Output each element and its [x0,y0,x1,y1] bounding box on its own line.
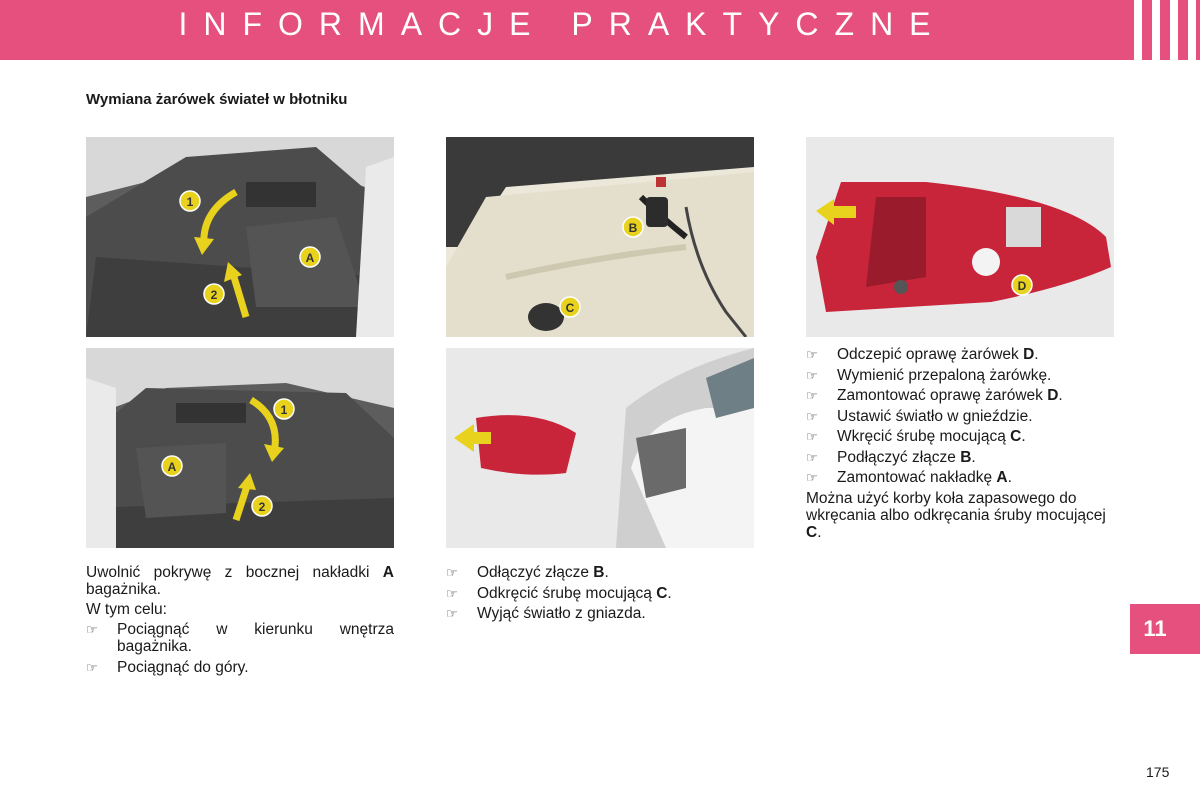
bullet-text: . [1021,428,1026,445]
marker-label-text: 1 [280,403,288,417]
ref-letter: B [593,564,605,581]
page-header [0,0,1200,60]
header-stripe [1170,0,1178,60]
figure-car-rear [446,348,754,548]
ref-letter: A [382,564,394,581]
bullet-text: Wkręcić śrubę mocującą [837,428,1011,445]
bullet-item [446,564,754,581]
bullet-text: . [971,448,976,466]
bullet-text: . [604,564,609,581]
bullet-text: . [1058,387,1063,404]
intro-text: bagażnika. [86,581,161,598]
marker-label [274,399,294,419]
bullet-text: Ustawić światło w gnieździe. [837,407,1033,425]
bullet-item [446,585,754,602]
ref-letter: A [996,469,1008,486]
pointing-hand-icon: ☞ [86,622,98,637]
bullet-text: . [1007,469,1012,486]
pointing-hand-icon: ☞ [446,606,458,621]
bullet-text: Podłączyć złącze [837,448,961,466]
pointing-hand-icon: ☞ [806,449,818,465]
bullet-text: Wyjąć światło z gniazda. [477,605,646,622]
instructions-column-1 [86,564,394,679]
marker-label-text: C [565,301,575,315]
header-stripe [1134,0,1142,60]
bullet-text: . [1034,346,1039,363]
page-number: 175 [1146,764,1170,780]
pointing-hand-icon: ☞ [806,367,818,383]
pointing-hand-icon: ☞ [86,659,98,675]
marker-label-text: 2 [210,288,218,302]
instructions-column-2 [446,564,754,626]
marker-label-text: 2 [258,500,266,514]
chapter-tab: 11 [1130,604,1200,654]
marker-label [300,247,320,267]
header-stripe [1152,0,1160,60]
ref-letter: C [656,584,668,602]
bullet-text: Odkręcić śrubę mocującą [477,584,657,602]
bullet-item [806,469,1114,486]
section-title: Wymiana żarówek świateł w błotniku [86,91,348,108]
intro-paragraph [86,564,394,598]
intro-subtitle: W tym celu: [86,601,167,618]
bullet-item [806,367,1114,384]
bullet-text: Pociągnąć w kierunku wnętrza bagażnika. [117,621,394,655]
pointing-hand-icon: ☞ [806,470,818,485]
pointing-hand-icon: ☞ [806,429,818,444]
instructions-column-3 [806,346,1114,544]
marker-label [162,456,182,476]
bullet-item [806,387,1114,404]
figure-trunk-top [86,137,394,337]
bullet-text: Pociągnąć do góry. [117,658,249,676]
pointing-hand-icon: ☞ [446,585,458,601]
figure-connector [446,137,754,337]
bullet-item [806,346,1114,363]
bullet-item [86,659,394,676]
ref-letter: C [806,523,818,541]
bullet-item [806,408,1114,425]
ref-letter: D [1047,387,1059,404]
bullet-text: Wymienić przepaloną żarówkę. [837,366,1052,384]
marker-label [1012,275,1032,295]
marker-label [204,284,224,304]
marker-label-text: A [305,251,315,265]
bullet-item [446,605,754,622]
figure-trunk-bottom [86,348,394,548]
ref-letter: C [1010,428,1022,445]
bullet-text: Zamontować nakładkę [837,469,997,486]
bullet-text: . [667,584,672,602]
marker-label [560,297,580,317]
marker-label-text: A [167,460,177,474]
bullet-text: Zamontować oprawę żarówek [837,387,1048,404]
bullet-item [806,449,1114,466]
ref-letter: D [1023,346,1035,363]
note-text: Można użyć korby koła zapasowego do wkręcania albo odkręcania śruby mocującej [806,489,1106,524]
marker-label-text: D [1017,279,1027,293]
bullet-text: Odczepić oprawę żarówek [837,346,1024,363]
bullet-text: Odłączyć złącze [477,564,594,581]
bullet-item [86,621,394,655]
marker-label [623,217,643,237]
marker-label-text: B [628,221,638,235]
pointing-hand-icon: ☞ [806,408,818,424]
figure-lamp [806,137,1114,337]
marker-label [180,191,200,211]
marker-label-text: 1 [186,195,194,209]
pointing-hand-icon: ☞ [446,565,458,580]
bullet-item [806,428,1114,445]
header-title: INFORMACJE PRAKTYCZNE [178,6,947,42]
marker-label [252,496,272,516]
ref-letter: B [960,448,972,466]
header-stripe [1188,0,1196,60]
note-text: . [817,523,822,541]
note-paragraph [806,490,1114,541]
intro-text: Uwolnić pokrywę z bocznej nakładki [86,564,370,581]
pointing-hand-icon: ☞ [806,347,818,362]
pointing-hand-icon: ☞ [806,388,818,403]
